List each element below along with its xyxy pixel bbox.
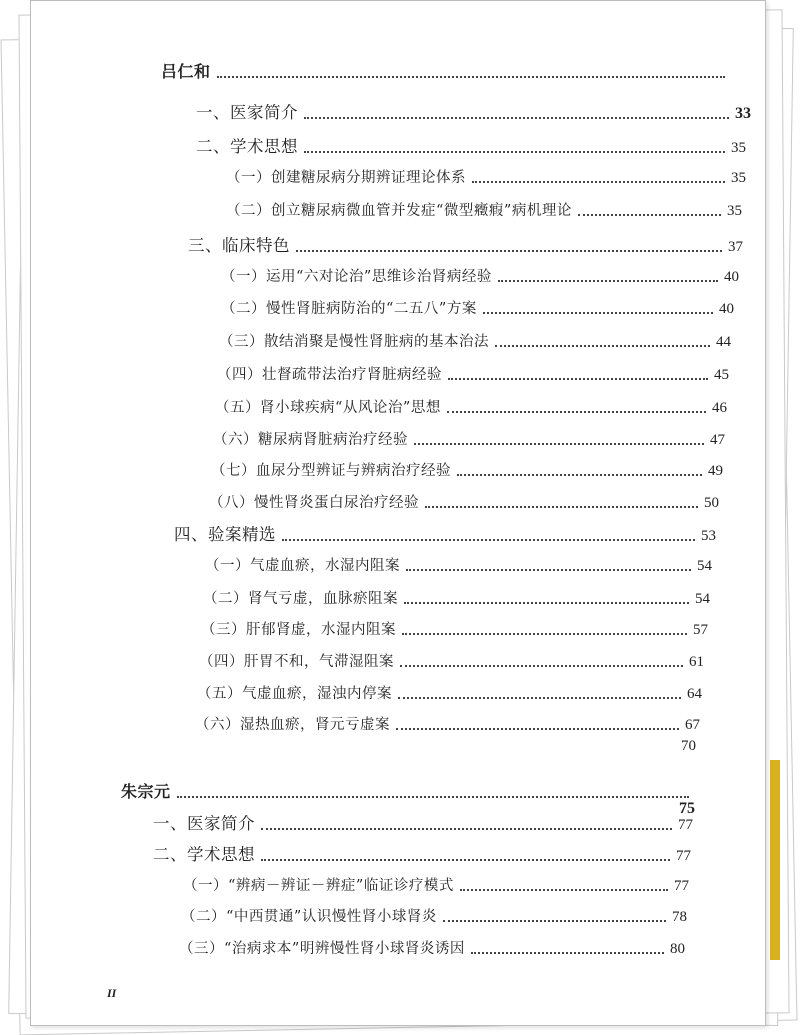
toc-entry[interactable] [196, 99, 751, 123]
toc-entry[interactable] [209, 491, 719, 512]
toc-entry[interactable] [226, 199, 742, 220]
entry-page-number: 44 [716, 334, 731, 350]
section-page-number: 75 [679, 800, 695, 817]
entry-label: 一、医家简介 [153, 814, 255, 833]
toc-entry[interactable] [188, 232, 743, 256]
toc-entry[interactable] [195, 713, 700, 734]
toc-entry[interactable] [215, 396, 727, 417]
entry-page-number: 49 [708, 463, 723, 479]
entry-label: 二、学术思想 [196, 137, 298, 156]
leader-dots [304, 151, 725, 153]
page-folio: II [107, 986, 117, 1000]
entry-page-number: 80 [670, 941, 685, 957]
entry-label: 一、医家简介 [196, 103, 298, 122]
entry-label: （一）运用“六对论治”思维诊治肾病经验 [221, 269, 492, 285]
entry-label: （二）创立糖尿病微血管并发症“微型癥瘕”病机理论 [226, 203, 572, 219]
entry-label: （三）肝郁肾虚，水湿内阻案 [201, 622, 396, 638]
entry-page-number: 54 [697, 558, 712, 574]
toc-entry[interactable] [153, 810, 693, 834]
entry-page-number: 77 [674, 878, 689, 894]
entry-label: 三、临床特色 [188, 236, 290, 255]
leader-dots [425, 506, 698, 508]
toc-entry[interactable] [221, 297, 734, 318]
leader-dots [483, 312, 713, 314]
entry-page-number: 67 [685, 717, 700, 733]
entry-label: （三）散结消聚是慢性肾脏病的基本治法 [219, 334, 489, 350]
toc-entry[interactable] [213, 428, 725, 449]
leader-dots [443, 920, 666, 922]
toc-entry[interactable] [219, 330, 731, 351]
entry-page-number: 40 [724, 269, 739, 285]
entry-label: （四）壮督疏带法治疗肾脏病经验 [217, 367, 442, 383]
leader-dots [448, 378, 708, 380]
entry-label: （五）肾小球疾病“从风论治”思想 [215, 400, 441, 416]
leader-dots [460, 889, 668, 891]
leader-dots [398, 697, 681, 699]
entry-page-number: 45 [714, 367, 729, 383]
leader-dots [217, 76, 725, 78]
entry-page-number: 50 [704, 495, 719, 511]
entry-page-number: 53 [701, 528, 716, 544]
toc-entry[interactable] [201, 618, 708, 639]
leader-dots [406, 569, 691, 571]
entry-label: （四）肝胃不和，气滞湿阻案 [199, 654, 394, 670]
leader-dots [304, 117, 729, 119]
entry-page-number: 70 [681, 738, 696, 754]
leader-dots [402, 633, 687, 635]
entry-page-number: 46 [712, 400, 727, 416]
entry-label: （一）创建糖尿病分期辨证理论体系 [226, 170, 466, 186]
entry-page-number: 77 [676, 848, 691, 864]
leader-dots [578, 214, 721, 216]
leader-dots [177, 796, 689, 798]
entry-label: （二）“中西贯通”认识慢性肾小球肾炎 [181, 909, 437, 925]
leader-dots [414, 443, 704, 445]
entry-label: 二、学术思想 [153, 845, 255, 864]
entry-page-number: 33 [735, 105, 751, 122]
entry-label: （七）血尿分型辨证与辨病治疗经验 [211, 463, 451, 479]
toc-entry[interactable] [196, 133, 746, 157]
section-title: 朱宗元 [121, 782, 171, 801]
toc-page [30, 0, 766, 1026]
toc-entry[interactable] [199, 650, 704, 671]
leader-dots [261, 828, 672, 830]
leader-dots [282, 539, 695, 541]
entry-page-number: 57 [693, 622, 708, 638]
entry-label: 四、验案精选 [174, 525, 276, 544]
entry-label: （一）气虚血瘀，水湿内阻案 [205, 558, 400, 574]
entry-label: （三）“治病求本”明辨慢性肾小球肾炎诱因 [179, 941, 465, 957]
leader-dots [498, 280, 718, 282]
toc-entry[interactable] [217, 363, 729, 384]
leader-dots [472, 181, 725, 183]
toc-entry[interactable] [181, 905, 687, 926]
entry-label: （八）慢性肾炎蛋白尿治疗经验 [209, 495, 419, 511]
toc-entry[interactable] [205, 554, 712, 575]
leader-dots [261, 859, 670, 861]
entry-page-number: 61 [689, 654, 704, 670]
entry-page-number: 64 [687, 686, 702, 702]
leader-dots [400, 665, 683, 667]
leader-dots [495, 345, 710, 347]
leader-dots [447, 411, 706, 413]
section-title: 吕仁和 [161, 62, 211, 81]
entry-page-number: 78 [672, 909, 687, 925]
entry-label: （六）湿热血瘀，肾元亏虚案 [195, 717, 390, 733]
entry-label: （二）慢性肾脏病防治的“二五八”方案 [221, 301, 477, 317]
leader-dots [404, 602, 689, 604]
toc-entry[interactable] [221, 265, 739, 286]
entry-page-number: 40 [719, 301, 734, 317]
section-title-line[interactable] [161, 59, 731, 82]
entry-label: （五）气虚血瘀，湿浊内停案 [197, 686, 392, 702]
cover-edge-strip [770, 760, 780, 960]
toc-entry[interactable] [197, 682, 702, 703]
toc-entry[interactable] [179, 937, 685, 958]
entry-page-number: 35 [731, 140, 746, 156]
toc-entry[interactable] [183, 874, 689, 895]
entry-page-number: 77 [678, 817, 693, 833]
toc-entry[interactable] [226, 166, 746, 187]
entry-page-number: 35 [731, 170, 746, 186]
entry-page-number: 35 [727, 203, 742, 219]
entry-page-number: 37 [728, 239, 743, 255]
toc-entry[interactable] [203, 587, 710, 608]
toc-entry[interactable] [651, 738, 696, 755]
toc-entry[interactable] [211, 459, 723, 480]
entry-label: （二）肾气亏虚，血脉瘀阻案 [203, 591, 398, 607]
entry-label: （一）“辨病－辨证－辨症”临证诊疗模式 [183, 878, 454, 894]
toc-entry[interactable] [153, 841, 691, 865]
leader-dots [471, 952, 664, 954]
entry-page-number: 54 [695, 591, 710, 607]
section-title-line[interactable] [121, 779, 695, 802]
entry-page-number: 47 [710, 432, 725, 448]
toc-entry[interactable] [174, 521, 716, 545]
leader-dots [296, 250, 722, 252]
entry-label: （六）糖尿病肾脏病治疗经验 [213, 432, 408, 448]
leader-dots [457, 474, 702, 476]
leader-dots [396, 728, 679, 730]
